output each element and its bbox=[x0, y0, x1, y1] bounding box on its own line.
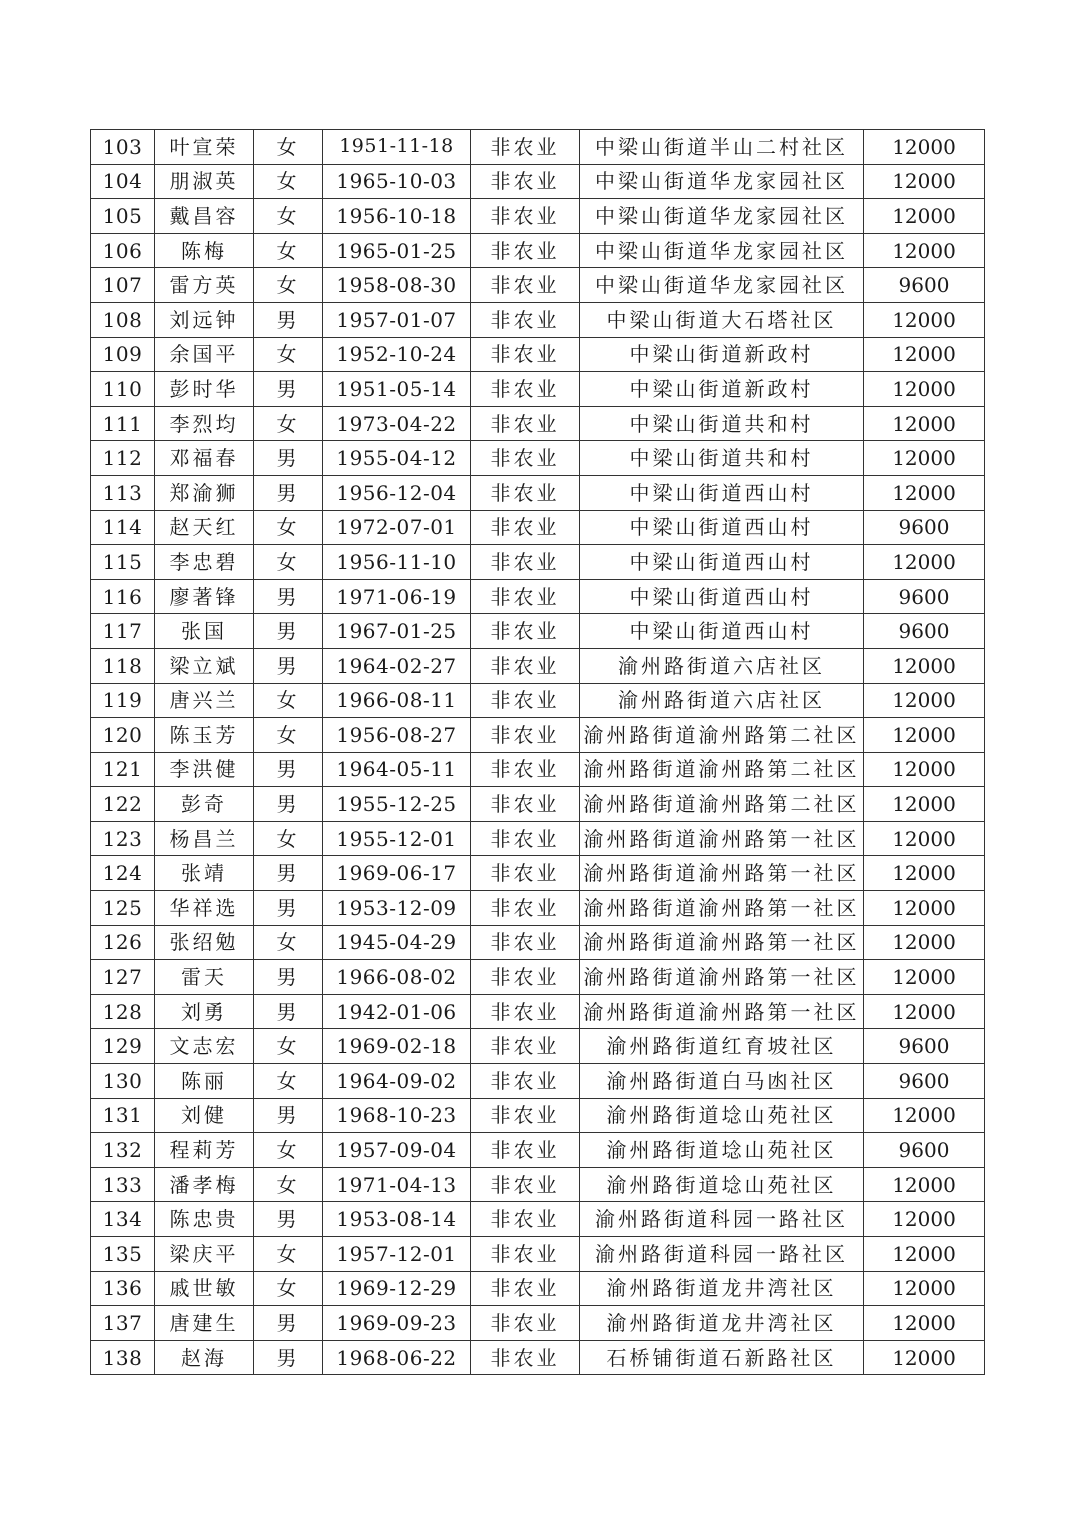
household-type-cell: 非农业 bbox=[471, 787, 580, 822]
person-name-cell: 刘勇 bbox=[155, 994, 254, 1029]
birth-date-cell: 1968-06-22 bbox=[323, 1340, 471, 1375]
household-type-cell: 非农业 bbox=[471, 821, 580, 856]
table-row bbox=[91, 1202, 985, 1237]
amount-cell: 12000 bbox=[864, 372, 985, 407]
household-type-cell: 非农业 bbox=[471, 164, 580, 199]
person-name-cell: 潘孝梅 bbox=[155, 1167, 254, 1202]
community-address-cell: 渝州路街道渝州路第一社区 bbox=[580, 891, 864, 926]
person-name-cell: 彭时华 bbox=[155, 372, 254, 407]
table-row bbox=[91, 475, 985, 510]
gender-cell: 女 bbox=[254, 683, 323, 718]
community-address-cell: 渝州路街道红育坡社区 bbox=[580, 1029, 864, 1064]
person-name-cell: 彭奇 bbox=[155, 787, 254, 822]
row-number-cell: 131 bbox=[91, 1098, 155, 1133]
amount-cell: 12000 bbox=[864, 1098, 985, 1133]
gender-cell: 女 bbox=[254, 164, 323, 199]
person-name-cell: 陈玉芳 bbox=[155, 718, 254, 753]
household-type-cell: 非农业 bbox=[471, 1098, 580, 1133]
person-name-cell: 雷方英 bbox=[155, 268, 254, 303]
community-address-cell: 中梁山街道华龙家园社区 bbox=[580, 199, 864, 234]
community-address-cell: 中梁山街道西山村 bbox=[580, 545, 864, 580]
gender-cell: 男 bbox=[254, 1340, 323, 1375]
household-type-cell: 非农业 bbox=[471, 372, 580, 407]
table-row bbox=[91, 579, 985, 614]
person-name-cell: 唐建生 bbox=[155, 1306, 254, 1341]
birth-date-cell: 1969-06-17 bbox=[323, 856, 471, 891]
gender-cell: 女 bbox=[254, 545, 323, 580]
table-row bbox=[91, 164, 985, 199]
gender-cell: 女 bbox=[254, 821, 323, 856]
row-number-cell: 137 bbox=[91, 1306, 155, 1341]
amount-cell: 12000 bbox=[864, 302, 985, 337]
table-row bbox=[91, 787, 985, 822]
row-number-cell: 114 bbox=[91, 510, 155, 545]
row-number-cell: 130 bbox=[91, 1064, 155, 1099]
household-type-cell: 非农业 bbox=[471, 856, 580, 891]
household-type-cell: 非农业 bbox=[471, 1306, 580, 1341]
gender-cell: 女 bbox=[254, 1167, 323, 1202]
birth-date-cell: 1942-01-06 bbox=[323, 994, 471, 1029]
birth-date-cell: 1955-12-25 bbox=[323, 787, 471, 822]
person-name-cell: 叶宣荣 bbox=[155, 130, 254, 165]
table-row bbox=[91, 1098, 985, 1133]
table-row bbox=[91, 960, 985, 995]
household-type-cell: 非农业 bbox=[471, 1202, 580, 1237]
gender-cell: 女 bbox=[254, 130, 323, 165]
table-row bbox=[91, 302, 985, 337]
person-name-cell: 廖著锋 bbox=[155, 579, 254, 614]
household-type-cell: 非农业 bbox=[471, 441, 580, 476]
household-type-cell: 非农业 bbox=[471, 891, 580, 926]
amount-cell: 9600 bbox=[864, 1029, 985, 1064]
gender-cell: 女 bbox=[254, 199, 323, 234]
table-row bbox=[91, 545, 985, 580]
row-number-cell: 119 bbox=[91, 683, 155, 718]
table-row bbox=[91, 372, 985, 407]
gender-cell: 女 bbox=[254, 925, 323, 960]
person-name-cell: 朋淑英 bbox=[155, 164, 254, 199]
birth-date-cell: 1955-12-01 bbox=[323, 821, 471, 856]
gender-cell: 女 bbox=[254, 1237, 323, 1272]
row-number-cell: 104 bbox=[91, 164, 155, 199]
community-address-cell: 中梁山街道西山村 bbox=[580, 475, 864, 510]
person-name-cell: 杨昌兰 bbox=[155, 821, 254, 856]
household-type-cell: 非农业 bbox=[471, 337, 580, 372]
gender-cell: 男 bbox=[254, 475, 323, 510]
amount-cell: 12000 bbox=[864, 475, 985, 510]
birth-date-cell: 1952-10-24 bbox=[323, 337, 471, 372]
table-row bbox=[91, 718, 985, 753]
table-row bbox=[91, 1237, 985, 1272]
table-row bbox=[91, 614, 985, 649]
birth-date-cell: 1956-12-04 bbox=[323, 475, 471, 510]
person-name-cell: 戴昌容 bbox=[155, 199, 254, 234]
table-row bbox=[91, 1306, 985, 1341]
amount-cell: 12000 bbox=[864, 1340, 985, 1375]
amount-cell: 9600 bbox=[864, 1064, 985, 1099]
household-type-cell: 非农业 bbox=[471, 648, 580, 683]
table-row bbox=[91, 821, 985, 856]
gender-cell: 男 bbox=[254, 614, 323, 649]
birth-date-cell: 1964-09-02 bbox=[323, 1064, 471, 1099]
table-row bbox=[91, 199, 985, 234]
household-type-cell: 非农业 bbox=[471, 1029, 580, 1064]
person-name-cell: 梁庆平 bbox=[155, 1237, 254, 1272]
person-name-cell: 李烈均 bbox=[155, 406, 254, 441]
birth-date-cell: 1964-05-11 bbox=[323, 752, 471, 787]
row-number-cell: 132 bbox=[91, 1133, 155, 1168]
household-type-cell: 非农业 bbox=[471, 752, 580, 787]
person-name-cell: 雷天 bbox=[155, 960, 254, 995]
birth-date-cell: 1966-08-02 bbox=[323, 960, 471, 995]
birth-date-cell: 1969-02-18 bbox=[323, 1029, 471, 1064]
row-number-cell: 134 bbox=[91, 1202, 155, 1237]
row-number-cell: 105 bbox=[91, 199, 155, 234]
household-type-cell: 非农业 bbox=[471, 718, 580, 753]
community-address-cell: 渝州路街道龙井湾社区 bbox=[580, 1271, 864, 1306]
amount-cell: 9600 bbox=[864, 1133, 985, 1168]
table-row bbox=[91, 683, 985, 718]
table-row bbox=[91, 1133, 985, 1168]
birth-date-cell: 1953-08-14 bbox=[323, 1202, 471, 1237]
row-number-cell: 122 bbox=[91, 787, 155, 822]
gender-cell: 女 bbox=[254, 1029, 323, 1064]
gender-cell: 男 bbox=[254, 1306, 323, 1341]
person-name-cell: 邓福春 bbox=[155, 441, 254, 476]
amount-cell: 12000 bbox=[864, 856, 985, 891]
row-number-cell: 106 bbox=[91, 233, 155, 268]
community-address-cell: 渝州路街道渝州路第一社区 bbox=[580, 960, 864, 995]
household-type-cell: 非农业 bbox=[471, 302, 580, 337]
household-type-cell: 非农业 bbox=[471, 925, 580, 960]
birth-date-cell: 1969-09-23 bbox=[323, 1306, 471, 1341]
gender-cell: 女 bbox=[254, 268, 323, 303]
gender-cell: 男 bbox=[254, 648, 323, 683]
birth-date-cell: 1951-11-18 bbox=[323, 130, 471, 165]
community-address-cell: 渝州路街道渝州路第二社区 bbox=[580, 752, 864, 787]
community-address-cell: 石桥铺街道石新路社区 bbox=[580, 1340, 864, 1375]
row-number-cell: 133 bbox=[91, 1167, 155, 1202]
household-type-cell: 非农业 bbox=[471, 199, 580, 234]
community-address-cell: 渝州路街道科园一路社区 bbox=[580, 1237, 864, 1272]
birth-date-cell: 1956-10-18 bbox=[323, 199, 471, 234]
row-number-cell: 135 bbox=[91, 1237, 155, 1272]
household-type-cell: 非农业 bbox=[471, 1271, 580, 1306]
row-number-cell: 107 bbox=[91, 268, 155, 303]
person-name-cell: 文志宏 bbox=[155, 1029, 254, 1064]
gender-cell: 女 bbox=[254, 1064, 323, 1099]
amount-cell: 12000 bbox=[864, 1167, 985, 1202]
table-body bbox=[91, 130, 985, 1375]
community-address-cell: 中梁山街道华龙家园社区 bbox=[580, 233, 864, 268]
household-type-cell: 非农业 bbox=[471, 1167, 580, 1202]
birth-date-cell: 1964-02-27 bbox=[323, 648, 471, 683]
birth-date-cell: 1968-10-23 bbox=[323, 1098, 471, 1133]
person-name-cell: 赵天红 bbox=[155, 510, 254, 545]
community-address-cell: 中梁山街道大石塔社区 bbox=[580, 302, 864, 337]
row-number-cell: 118 bbox=[91, 648, 155, 683]
household-type-cell: 非农业 bbox=[471, 1340, 580, 1375]
amount-cell: 12000 bbox=[864, 752, 985, 787]
person-name-cell: 梁立斌 bbox=[155, 648, 254, 683]
row-number-cell: 127 bbox=[91, 960, 155, 995]
person-name-cell: 李洪健 bbox=[155, 752, 254, 787]
row-number-cell: 103 bbox=[91, 130, 155, 165]
household-type-cell: 非农业 bbox=[471, 1237, 580, 1272]
birth-date-cell: 1966-08-11 bbox=[323, 683, 471, 718]
household-type-cell: 非农业 bbox=[471, 579, 580, 614]
household-type-cell: 非农业 bbox=[471, 1133, 580, 1168]
birth-date-cell: 1956-08-27 bbox=[323, 718, 471, 753]
table-row bbox=[91, 1271, 985, 1306]
household-type-cell: 非农业 bbox=[471, 1064, 580, 1099]
table-row bbox=[91, 648, 985, 683]
community-address-cell: 中梁山街道西山村 bbox=[580, 510, 864, 545]
table-row bbox=[91, 441, 985, 476]
birth-date-cell: 1957-12-01 bbox=[323, 1237, 471, 1272]
birth-date-cell: 1953-12-09 bbox=[323, 891, 471, 926]
birth-date-cell: 1956-11-10 bbox=[323, 545, 471, 580]
amount-cell: 12000 bbox=[864, 1202, 985, 1237]
table-row bbox=[91, 406, 985, 441]
community-address-cell: 中梁山街道华龙家园社区 bbox=[580, 164, 864, 199]
household-type-cell: 非农业 bbox=[471, 683, 580, 718]
row-number-cell: 123 bbox=[91, 821, 155, 856]
birth-date-cell: 1957-09-04 bbox=[323, 1133, 471, 1168]
birth-date-cell: 1945-04-29 bbox=[323, 925, 471, 960]
amount-cell: 12000 bbox=[864, 960, 985, 995]
gender-cell: 男 bbox=[254, 994, 323, 1029]
person-name-cell: 刘远钟 bbox=[155, 302, 254, 337]
amount-cell: 12000 bbox=[864, 164, 985, 199]
community-address-cell: 中梁山街道新政村 bbox=[580, 372, 864, 407]
amount-cell: 12000 bbox=[864, 787, 985, 822]
household-type-cell: 非农业 bbox=[471, 510, 580, 545]
gender-cell: 男 bbox=[254, 302, 323, 337]
table-row bbox=[91, 268, 985, 303]
gender-cell: 男 bbox=[254, 787, 323, 822]
amount-cell: 12000 bbox=[864, 648, 985, 683]
person-name-cell: 刘健 bbox=[155, 1098, 254, 1133]
gender-cell: 女 bbox=[254, 1271, 323, 1306]
gender-cell: 男 bbox=[254, 1202, 323, 1237]
row-number-cell: 115 bbox=[91, 545, 155, 580]
amount-cell: 12000 bbox=[864, 233, 985, 268]
community-address-cell: 渝州路街道埝山苑社区 bbox=[580, 1133, 864, 1168]
gender-cell: 男 bbox=[254, 752, 323, 787]
table-row bbox=[91, 130, 985, 165]
person-name-cell: 陈忠贵 bbox=[155, 1202, 254, 1237]
household-type-cell: 非农业 bbox=[471, 406, 580, 441]
community-address-cell: 渝州路街道渝州路第一社区 bbox=[580, 821, 864, 856]
birth-date-cell: 1955-04-12 bbox=[323, 441, 471, 476]
community-address-cell: 渝州路街道渝州路第一社区 bbox=[580, 856, 864, 891]
table-row bbox=[91, 994, 985, 1029]
table-row bbox=[91, 1167, 985, 1202]
community-address-cell: 渝州路街道渝州路第一社区 bbox=[580, 994, 864, 1029]
household-type-cell: 非农业 bbox=[471, 545, 580, 580]
gender-cell: 男 bbox=[254, 372, 323, 407]
table-row bbox=[91, 752, 985, 787]
community-address-cell: 中梁山街道共和村 bbox=[580, 441, 864, 476]
gender-cell: 女 bbox=[254, 718, 323, 753]
amount-cell: 12000 bbox=[864, 130, 985, 165]
gender-cell: 女 bbox=[254, 510, 323, 545]
amount-cell: 12000 bbox=[864, 891, 985, 926]
birth-date-cell: 1969-12-29 bbox=[323, 1271, 471, 1306]
person-name-cell: 张靖 bbox=[155, 856, 254, 891]
amount-cell: 12000 bbox=[864, 441, 985, 476]
community-address-cell: 中梁山街道半山二村社区 bbox=[580, 130, 864, 165]
amount-cell: 12000 bbox=[864, 406, 985, 441]
gender-cell: 男 bbox=[254, 891, 323, 926]
row-number-cell: 136 bbox=[91, 1271, 155, 1306]
household-type-cell: 非农业 bbox=[471, 994, 580, 1029]
amount-cell: 12000 bbox=[864, 337, 985, 372]
amount-cell: 12000 bbox=[864, 545, 985, 580]
gender-cell: 男 bbox=[254, 441, 323, 476]
community-address-cell: 渝州路街道龙井湾社区 bbox=[580, 1306, 864, 1341]
community-address-cell: 渝州路街道六店社区 bbox=[580, 683, 864, 718]
birth-date-cell: 1957-01-07 bbox=[323, 302, 471, 337]
person-name-cell: 张国 bbox=[155, 614, 254, 649]
birth-date-cell: 1973-04-22 bbox=[323, 406, 471, 441]
table-row bbox=[91, 891, 985, 926]
row-number-cell: 126 bbox=[91, 925, 155, 960]
household-type-cell: 非农业 bbox=[471, 614, 580, 649]
amount-cell: 12000 bbox=[864, 994, 985, 1029]
row-number-cell: 124 bbox=[91, 856, 155, 891]
community-address-cell: 渝州路街道六店社区 bbox=[580, 648, 864, 683]
birth-date-cell: 1958-08-30 bbox=[323, 268, 471, 303]
table-row bbox=[91, 1064, 985, 1099]
row-number-cell: 120 bbox=[91, 718, 155, 753]
community-address-cell: 中梁山街道西山村 bbox=[580, 579, 864, 614]
table-row bbox=[91, 925, 985, 960]
amount-cell: 9600 bbox=[864, 614, 985, 649]
birth-date-cell: 1971-04-13 bbox=[323, 1167, 471, 1202]
birth-date-cell: 1967-01-25 bbox=[323, 614, 471, 649]
table-row bbox=[91, 1340, 985, 1375]
community-address-cell: 渝州路街道渝州路第一社区 bbox=[580, 925, 864, 960]
community-address-cell: 中梁山街道华龙家园社区 bbox=[580, 268, 864, 303]
community-address-cell: 渝州路街道白马凼社区 bbox=[580, 1064, 864, 1099]
amount-cell: 12000 bbox=[864, 718, 985, 753]
person-name-cell: 陈梅 bbox=[155, 233, 254, 268]
person-name-cell: 郑渝狮 bbox=[155, 475, 254, 510]
gender-cell: 女 bbox=[254, 233, 323, 268]
community-address-cell: 渝州路街道渝州路第二社区 bbox=[580, 787, 864, 822]
amount-cell: 12000 bbox=[864, 1237, 985, 1272]
amount-cell: 9600 bbox=[864, 579, 985, 614]
household-type-cell: 非农业 bbox=[471, 960, 580, 995]
gender-cell: 男 bbox=[254, 960, 323, 995]
amount-cell: 12000 bbox=[864, 1271, 985, 1306]
person-name-cell: 张绍勉 bbox=[155, 925, 254, 960]
gender-cell: 男 bbox=[254, 856, 323, 891]
row-number-cell: 116 bbox=[91, 579, 155, 614]
person-name-cell: 李忠碧 bbox=[155, 545, 254, 580]
person-name-cell: 戚世敏 bbox=[155, 1271, 254, 1306]
household-type-cell: 非农业 bbox=[471, 475, 580, 510]
row-number-cell: 129 bbox=[91, 1029, 155, 1064]
roster-table bbox=[90, 129, 985, 1375]
household-type-cell: 非农业 bbox=[471, 130, 580, 165]
row-number-cell: 121 bbox=[91, 752, 155, 787]
row-number-cell: 112 bbox=[91, 441, 155, 476]
row-number-cell: 125 bbox=[91, 891, 155, 926]
row-number-cell: 108 bbox=[91, 302, 155, 337]
row-number-cell: 109 bbox=[91, 337, 155, 372]
person-name-cell: 陈丽 bbox=[155, 1064, 254, 1099]
table-row bbox=[91, 233, 985, 268]
community-address-cell: 渝州路街道科园一路社区 bbox=[580, 1202, 864, 1237]
community-address-cell: 渝州路街道埝山苑社区 bbox=[580, 1098, 864, 1133]
amount-cell: 12000 bbox=[864, 683, 985, 718]
gender-cell: 女 bbox=[254, 406, 323, 441]
amount-cell: 9600 bbox=[864, 268, 985, 303]
row-number-cell: 138 bbox=[91, 1340, 155, 1375]
community-address-cell: 渝州路街道渝州路第二社区 bbox=[580, 718, 864, 753]
row-number-cell: 110 bbox=[91, 372, 155, 407]
community-address-cell: 渝州路街道埝山苑社区 bbox=[580, 1167, 864, 1202]
birth-date-cell: 1951-05-14 bbox=[323, 372, 471, 407]
community-address-cell: 中梁山街道共和村 bbox=[580, 406, 864, 441]
table-row bbox=[91, 856, 985, 891]
birth-date-cell: 1972-07-01 bbox=[323, 510, 471, 545]
birth-date-cell: 1965-10-03 bbox=[323, 164, 471, 199]
row-number-cell: 128 bbox=[91, 994, 155, 1029]
amount-cell: 12000 bbox=[864, 821, 985, 856]
person-name-cell: 赵海 bbox=[155, 1340, 254, 1375]
table-row bbox=[91, 337, 985, 372]
amount-cell: 12000 bbox=[864, 199, 985, 234]
table-row bbox=[91, 1029, 985, 1064]
community-address-cell: 中梁山街道新政村 bbox=[580, 337, 864, 372]
gender-cell: 男 bbox=[254, 579, 323, 614]
birth-date-cell: 1965-01-25 bbox=[323, 233, 471, 268]
household-type-cell: 非农业 bbox=[471, 268, 580, 303]
person-name-cell: 余国平 bbox=[155, 337, 254, 372]
person-name-cell: 唐兴兰 bbox=[155, 683, 254, 718]
row-number-cell: 111 bbox=[91, 406, 155, 441]
birth-date-cell: 1971-06-19 bbox=[323, 579, 471, 614]
gender-cell: 女 bbox=[254, 1133, 323, 1168]
row-number-cell: 117 bbox=[91, 614, 155, 649]
gender-cell: 男 bbox=[254, 1098, 323, 1133]
person-name-cell: 华祥选 bbox=[155, 891, 254, 926]
amount-cell: 12000 bbox=[864, 1306, 985, 1341]
amount-cell: 12000 bbox=[864, 925, 985, 960]
community-address-cell: 中梁山街道西山村 bbox=[580, 614, 864, 649]
table-row bbox=[91, 510, 985, 545]
gender-cell: 女 bbox=[254, 337, 323, 372]
amount-cell: 9600 bbox=[864, 510, 985, 545]
person-name-cell: 程莉芳 bbox=[155, 1133, 254, 1168]
household-type-cell: 非农业 bbox=[471, 233, 580, 268]
row-number-cell: 113 bbox=[91, 475, 155, 510]
